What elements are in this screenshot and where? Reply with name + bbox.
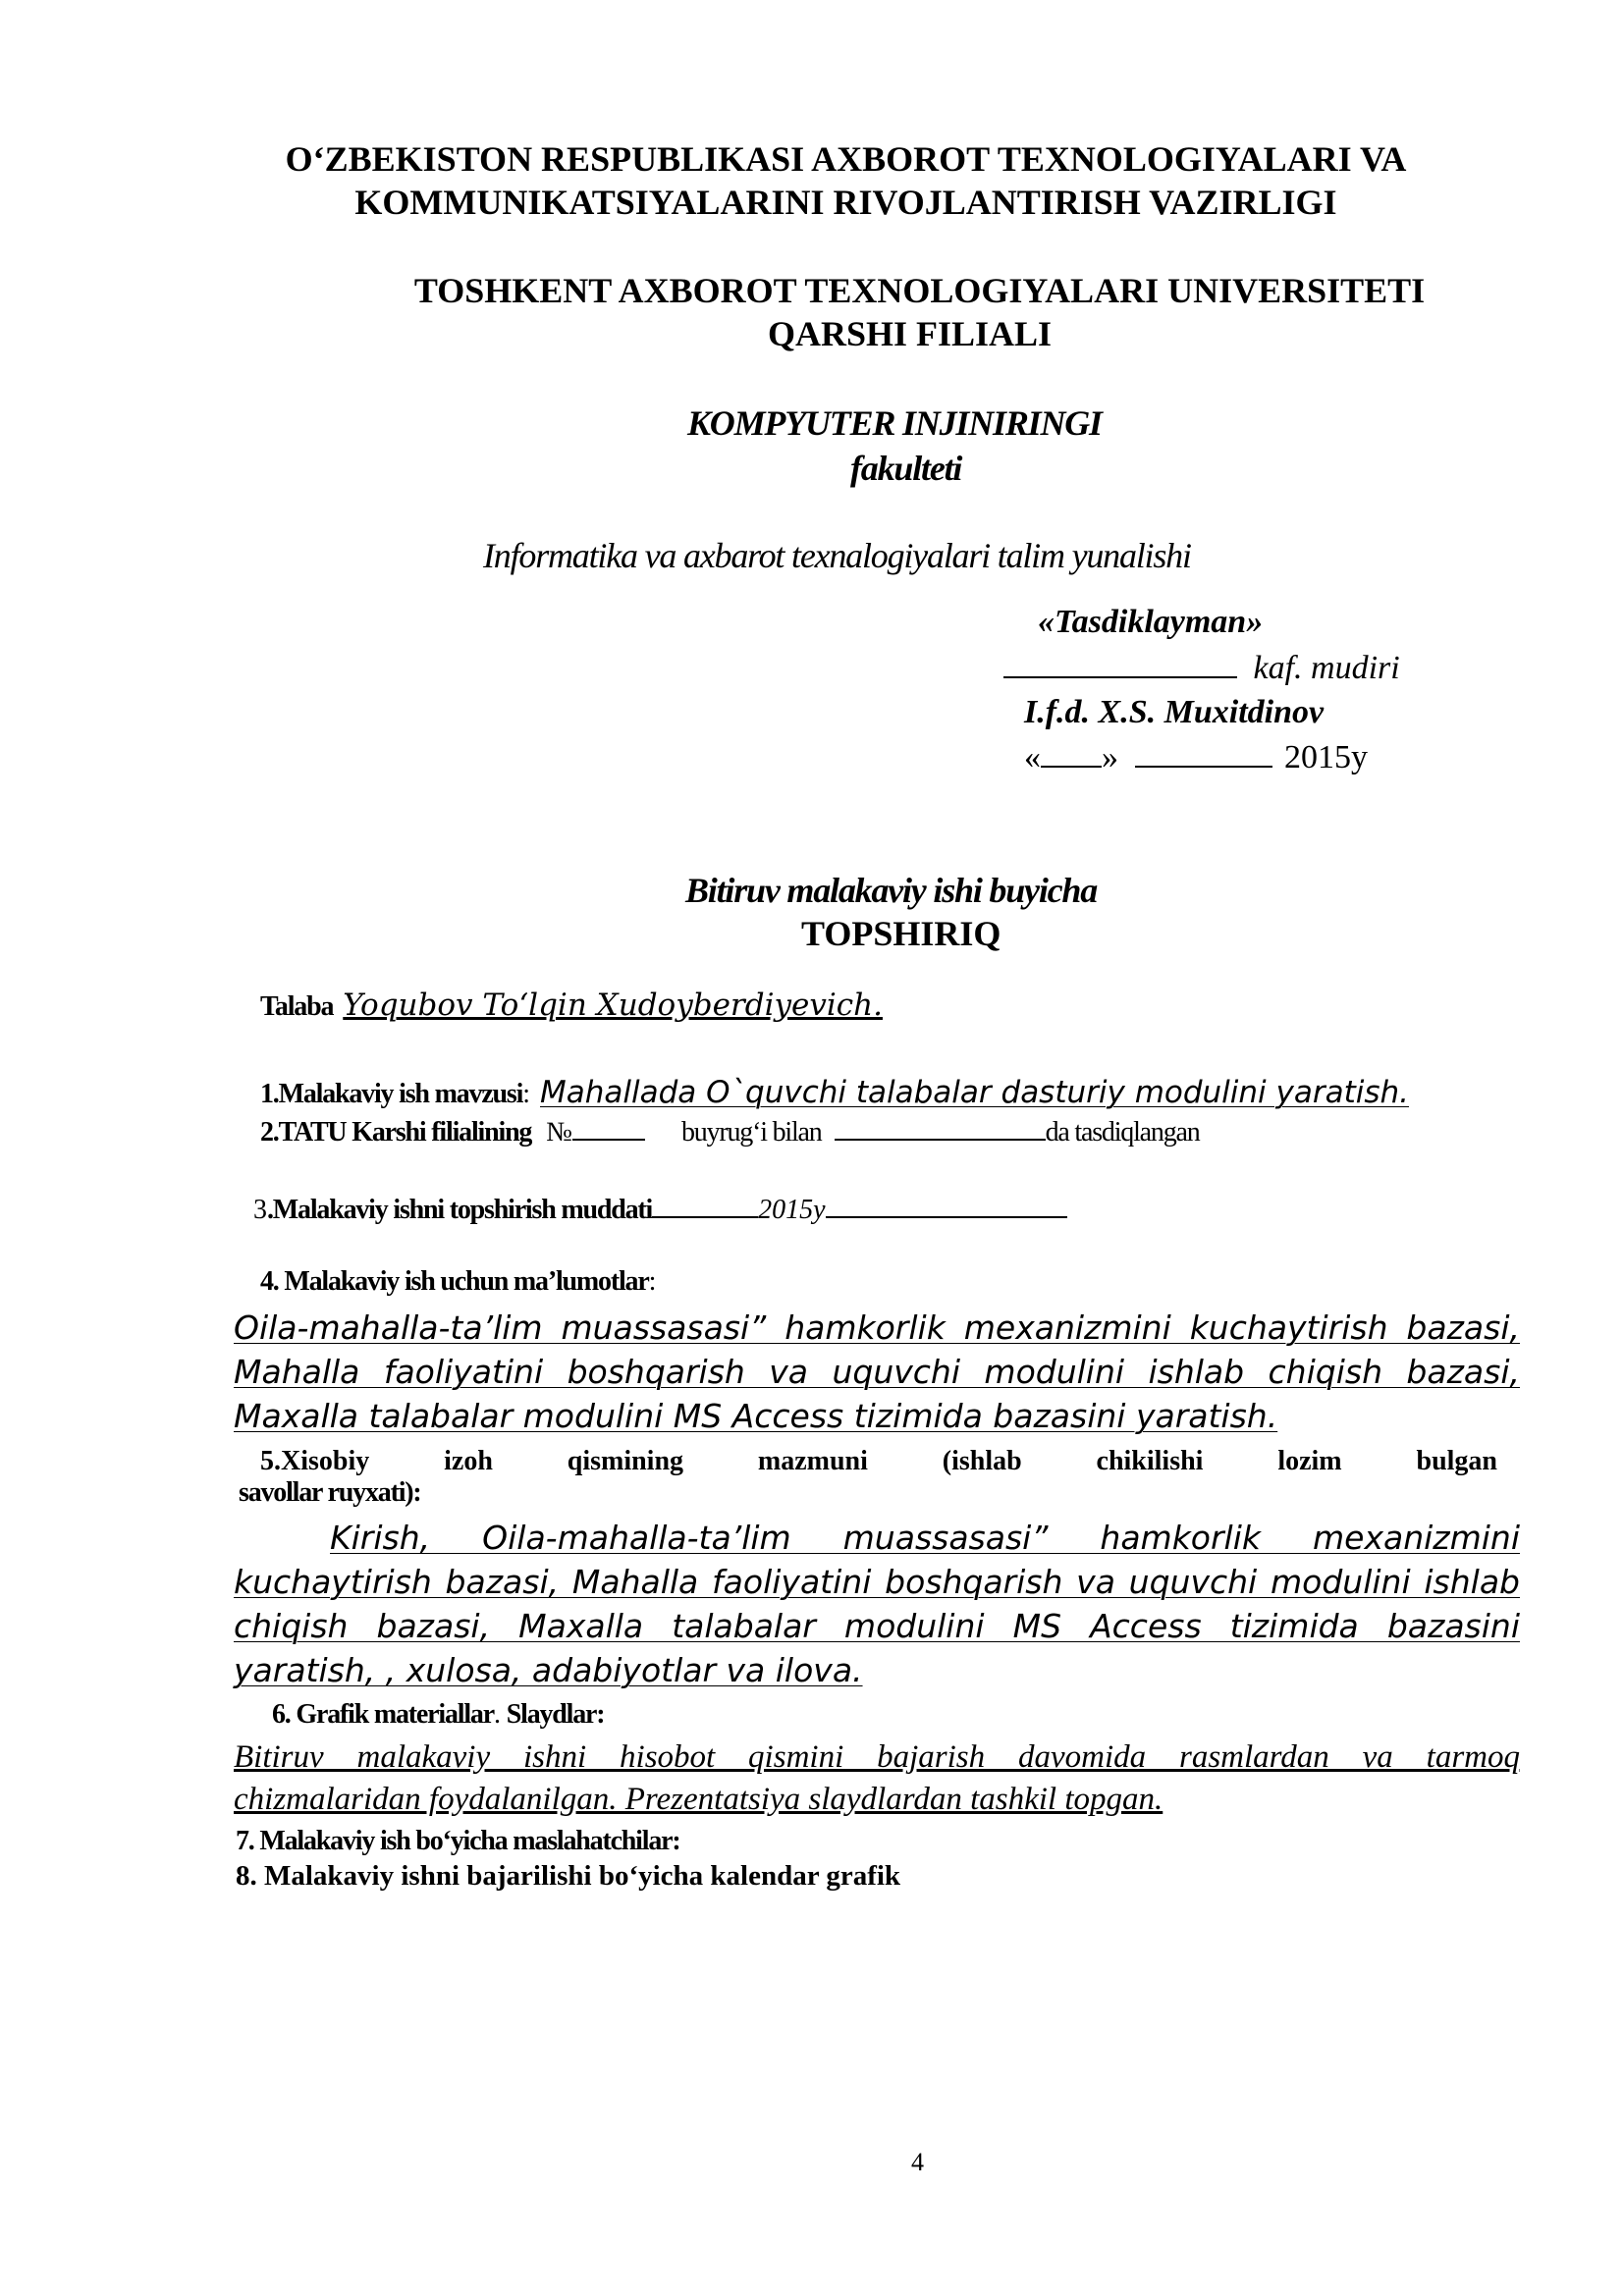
item-2-mid: buyrug‘i bilan xyxy=(680,1117,822,1148)
item-2-label: 2.TATU Karshi filialining xyxy=(260,1117,532,1148)
approval-title: «Tasdiklayman» xyxy=(1038,604,1264,640)
approval-position-row xyxy=(1003,650,1400,687)
item-5-line-4: yaratish, , xulosa, adabiyotlar va ilova. xyxy=(234,1651,863,1689)
student-name: Yoqubov To‘lqin Xudoyberdiyevich. xyxy=(343,988,883,1023)
signature-line xyxy=(1003,651,1237,678)
item-6-line-2: chizmalaridan foydalanilgan. Prezentatsiya slaydlardan tashkil topgan. xyxy=(234,1782,1163,1817)
task-title: TOPSHIRIQ xyxy=(801,914,1001,953)
task-subtitle: Bitiruv malakaviy ishi buyicha xyxy=(685,871,1098,910)
approval-position: kaf. mudiri xyxy=(1253,650,1400,686)
item-4-line-3: Maxalla talabalar modulini MS Access tizimida bazasini yaratish. xyxy=(234,1397,1278,1435)
approval-date-row: « » 2015y xyxy=(1024,739,1368,775)
item-4-label: 4. Malakaviy ish uchun ma’lumotlar xyxy=(260,1266,649,1297)
item-6-label: 6. Grafik materiallar xyxy=(272,1699,494,1730)
item-1-row: 1.Malakaviy ish mavzusi: Mahallada O`quvchi talabalar dasturiy modulini yaratish. xyxy=(260,1075,1410,1110)
item-1-label: 1.Malakaviy ish mavzusi xyxy=(260,1079,523,1109)
item-3-row: 3.Malakaviy ishni topshirish muddati 2015y xyxy=(253,1193,1067,1226)
approval-year: 2015y xyxy=(1284,739,1368,775)
item-4-row: 4. Malakaviy ish uchun ma’lumotlar: xyxy=(260,1266,657,1297)
item-4-line-1: Oila-mahalla-ta’lim muassasasi” hamkorlik mexanizmini kuchaytirish bazasi, xyxy=(234,1308,1520,1347)
direction-text: Informatika va axbarot texnalogiyalari talim yunalishi xyxy=(483,536,1191,575)
item-7-label: 7. Malakaviy ish bo‘yicha maslahatchilar: xyxy=(236,1826,680,1856)
faculty-word: fakulteti xyxy=(850,449,962,488)
item-8-label: 8. Malakaviy ishni bajarilishi bo‘yicha kalendar grafik xyxy=(236,1860,901,1892)
ministry-line-2: KOMMUNIKATSIYALARINI RIVOJLANTIRISH VAZIRLIGI xyxy=(354,183,1337,222)
item-5-heading-2: savollar ruyxati): xyxy=(239,1477,421,1508)
item-2-end: da tasdiqlangan xyxy=(1045,1117,1200,1148)
item-4-line-2: Mahalla faoliyatini boshqarish va uquvchi modulini ishlab chiqish bazasi, xyxy=(234,1353,1520,1391)
item-3-label: .Malakaviy ishni topshirish muddati xyxy=(267,1195,653,1225)
page-number: 4 xyxy=(911,2148,924,2176)
ministry-line-1: O‘ZBEKISTON RESPUBLIKASI AXBOROT TEXNOLOGIYALARI VA xyxy=(285,139,1407,179)
item-3-value: 2015y xyxy=(758,1195,826,1225)
student-row xyxy=(260,988,883,1023)
approval-name: I.f.d. X.S. Muxitdinov xyxy=(1024,694,1325,730)
item-6-row: 6. Grafik materiallar. Slaydlar: xyxy=(272,1699,605,1730)
item-5-line-2: kuchaytirish bazasi, Mahalla faoliyatini boshqarish va uquvchi modulini ishlab xyxy=(234,1563,1520,1601)
item-6-line-1: Bitiruv malakaviy ishni hisobot qismini bajarish davomida rasmlardan va tarmoq xyxy=(234,1739,1520,1775)
university-line-2: QARSHI FILIALI xyxy=(767,314,1053,353)
item-2-row: 2.TATU Karshi filialining № buyrug‘i bilan da tasdiqlangan xyxy=(260,1117,1200,1148)
faculty-name: KOMPYUTER INJINIRINGI xyxy=(687,403,1102,443)
university-line-1: TOSHKENT AXBOROT TEXNOLOGIYALARI UNIVERSITETI xyxy=(413,271,1426,310)
student-label: Talaba xyxy=(260,991,334,1022)
item-5-line-3: chiqish bazasi, Maxalla talabalar modulini MS Access tizimida bazasini xyxy=(234,1607,1520,1645)
item-5-line-1: Kirish, Oila-mahalla-ta’lim muassasasi” hamkorlik mexanizmini xyxy=(330,1519,1520,1557)
item-1-value: Mahallada O`quvchi talabalar dasturiy modulini yaratish. xyxy=(540,1075,1410,1110)
item-5-heading-1: 5.Xisobiy izoh qismining mazmuni (ishlab chikilishi lozim bulgan xyxy=(260,1446,1497,1476)
